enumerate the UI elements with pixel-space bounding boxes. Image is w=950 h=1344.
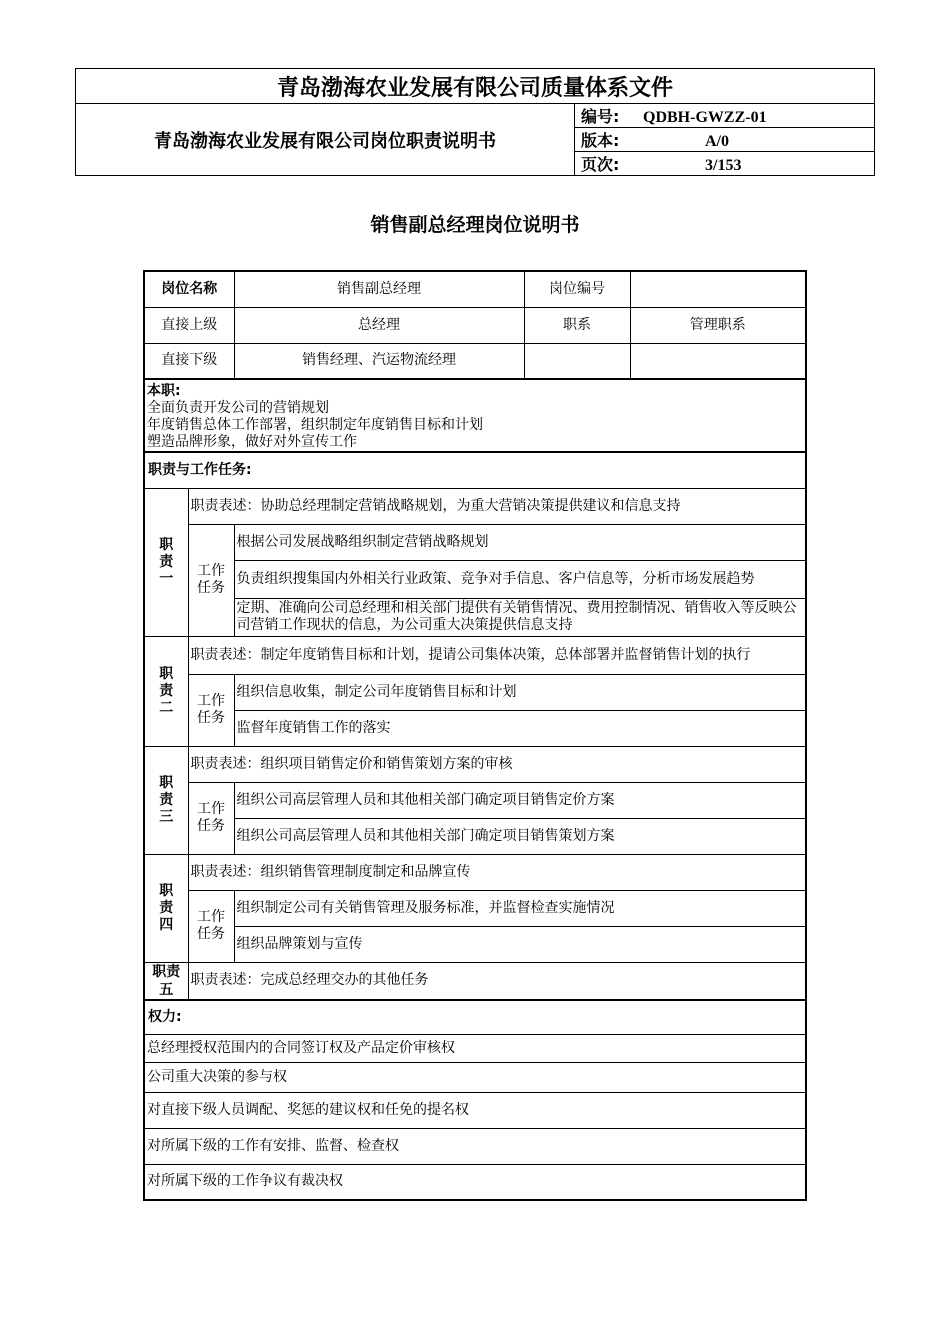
duty-statement: 职责表述：组织销售管理制度制定和品牌宣传 xyxy=(188,854,806,890)
duty-task: 组织公司高层管理人员和其他相关部门确定项目销售定价方案 xyxy=(234,782,806,818)
duty-label xyxy=(144,636,188,746)
position-name-value: 销售副总经理 xyxy=(234,271,524,307)
doc-code-value: QDBH-GWZZ-01 xyxy=(643,109,767,126)
duty-label xyxy=(144,854,188,962)
version-value: A/0 xyxy=(705,133,729,150)
superior-value: 总经理 xyxy=(234,307,524,343)
document-title: 销售副总经理岗位说明书 xyxy=(370,214,580,236)
page-value: 3/153 xyxy=(705,157,742,174)
version-label: 版本: xyxy=(581,131,620,150)
authority-item: 总经理授权范围内的合同签订权及产品定价审核权 xyxy=(144,1034,806,1062)
task-label-text: 工作任务 xyxy=(197,693,225,726)
duty-statement: 职责表述：完成总经理交办的其他任务 xyxy=(188,962,806,1000)
duty-label xyxy=(144,746,188,854)
superior-label: 直接上级 xyxy=(144,307,234,343)
page-label: 页次: xyxy=(581,155,620,174)
duty-task: 组织品牌策划与宣传 xyxy=(234,926,806,962)
duty-4-label: 职责四 xyxy=(159,882,174,933)
duty-statement: 职责表述：制定年度销售目标和计划，提请公司集体决策，总体部署并监督销售计划的执行 xyxy=(188,636,806,674)
empty-cell xyxy=(630,343,806,379)
position-code-label: 岗位编号 xyxy=(524,271,630,307)
authority-item: 公司重大决策的参与权 xyxy=(144,1062,806,1092)
authority-item: 对直接下级人员调配、奖惩的建议权和任免的提名权 xyxy=(144,1092,806,1128)
core-duty-line: 全面负责开发公司的营销规划 xyxy=(147,400,329,416)
duty-task: 根据公司发展战略组织制定营销战略规划 xyxy=(234,524,806,560)
task-label xyxy=(188,524,234,636)
doc-code-cell xyxy=(575,104,875,128)
empty-cell xyxy=(524,343,630,379)
authority-item: 对所属下级的工作有安排、监督、检查权 xyxy=(144,1128,806,1164)
duty-statement: 职责表述：组织项目销售定价和销售策划方案的审核 xyxy=(188,746,806,782)
duty-task: 负责组织搜集国内外相关行业政策、竞争对手信息、客户信息等，分析市场发展趋势 xyxy=(234,560,806,598)
duty-5-label: 职责五 xyxy=(152,963,181,998)
version-cell xyxy=(575,128,875,152)
company-doc-title: 青岛渤海农业发展有限公司质量体系文件 xyxy=(76,69,875,104)
duty-3-label: 职责三 xyxy=(159,774,174,825)
position-code-value xyxy=(630,271,806,307)
core-duty-line: 塑造品牌形象，做好对外宣传工作 xyxy=(147,434,357,450)
duty-task: 监督年度销售工作的落实 xyxy=(234,710,806,746)
page-cell xyxy=(575,152,875,176)
authority-label: 权力: xyxy=(144,1000,806,1034)
task-label xyxy=(188,782,234,854)
position-name-label: 岗位名称 xyxy=(144,271,234,307)
duty-1-label: 职责一 xyxy=(159,536,174,587)
task-label-text: 工作任务 xyxy=(197,909,225,942)
task-label xyxy=(188,674,234,746)
job-family-label: 职系 xyxy=(524,307,630,343)
duty-statement: 职责表述：协助总经理制定营销战略规划，为重大营销决策提供建议和信息支持 xyxy=(188,488,806,524)
duty-label xyxy=(144,488,188,636)
header-subtitle: 青岛渤海农业发展有限公司岗位职责说明书 xyxy=(76,104,575,176)
job-family-value: 管理职系 xyxy=(630,307,806,343)
subordinate-label: 直接下级 xyxy=(144,343,234,379)
task-label-text: 工作任务 xyxy=(197,801,225,834)
duty-task: 定期、准确向公司总经理和相关部门提供有关销售情况、费用控制情况、销售收入等反映公司营销工作现状的信息，为公司重大决策提供信息支持 xyxy=(234,598,806,636)
core-duty-line: 年度销售总体工作部署，组织制定年度销售目标和计划 xyxy=(147,417,483,433)
doc-code-label: 编号: xyxy=(581,107,620,126)
task-label xyxy=(188,890,234,962)
duty-task: 组织公司高层管理人员和其他相关部门确定项目销售策划方案 xyxy=(234,818,806,854)
core-duty-label: 本职: xyxy=(147,383,181,399)
duties-section-label: 职责与工作任务: xyxy=(144,452,806,488)
duty-label xyxy=(144,962,188,1000)
duty-task: 组织信息收集，制定公司年度销售目标和计划 xyxy=(234,674,806,710)
document-header xyxy=(75,68,875,176)
core-duty-cell xyxy=(144,379,806,452)
duty-task: 组织制定公司有关销售管理及服务标准，并监督检查实施情况 xyxy=(234,890,806,926)
job-description-table xyxy=(143,270,807,1201)
task-label-text: 工作任务 xyxy=(197,563,225,596)
subordinate-value: 销售经理、汽运物流经理 xyxy=(234,343,524,379)
duty-2-label: 职责二 xyxy=(159,665,174,716)
authority-item: 对所属下级的工作争议有裁决权 xyxy=(144,1164,806,1200)
